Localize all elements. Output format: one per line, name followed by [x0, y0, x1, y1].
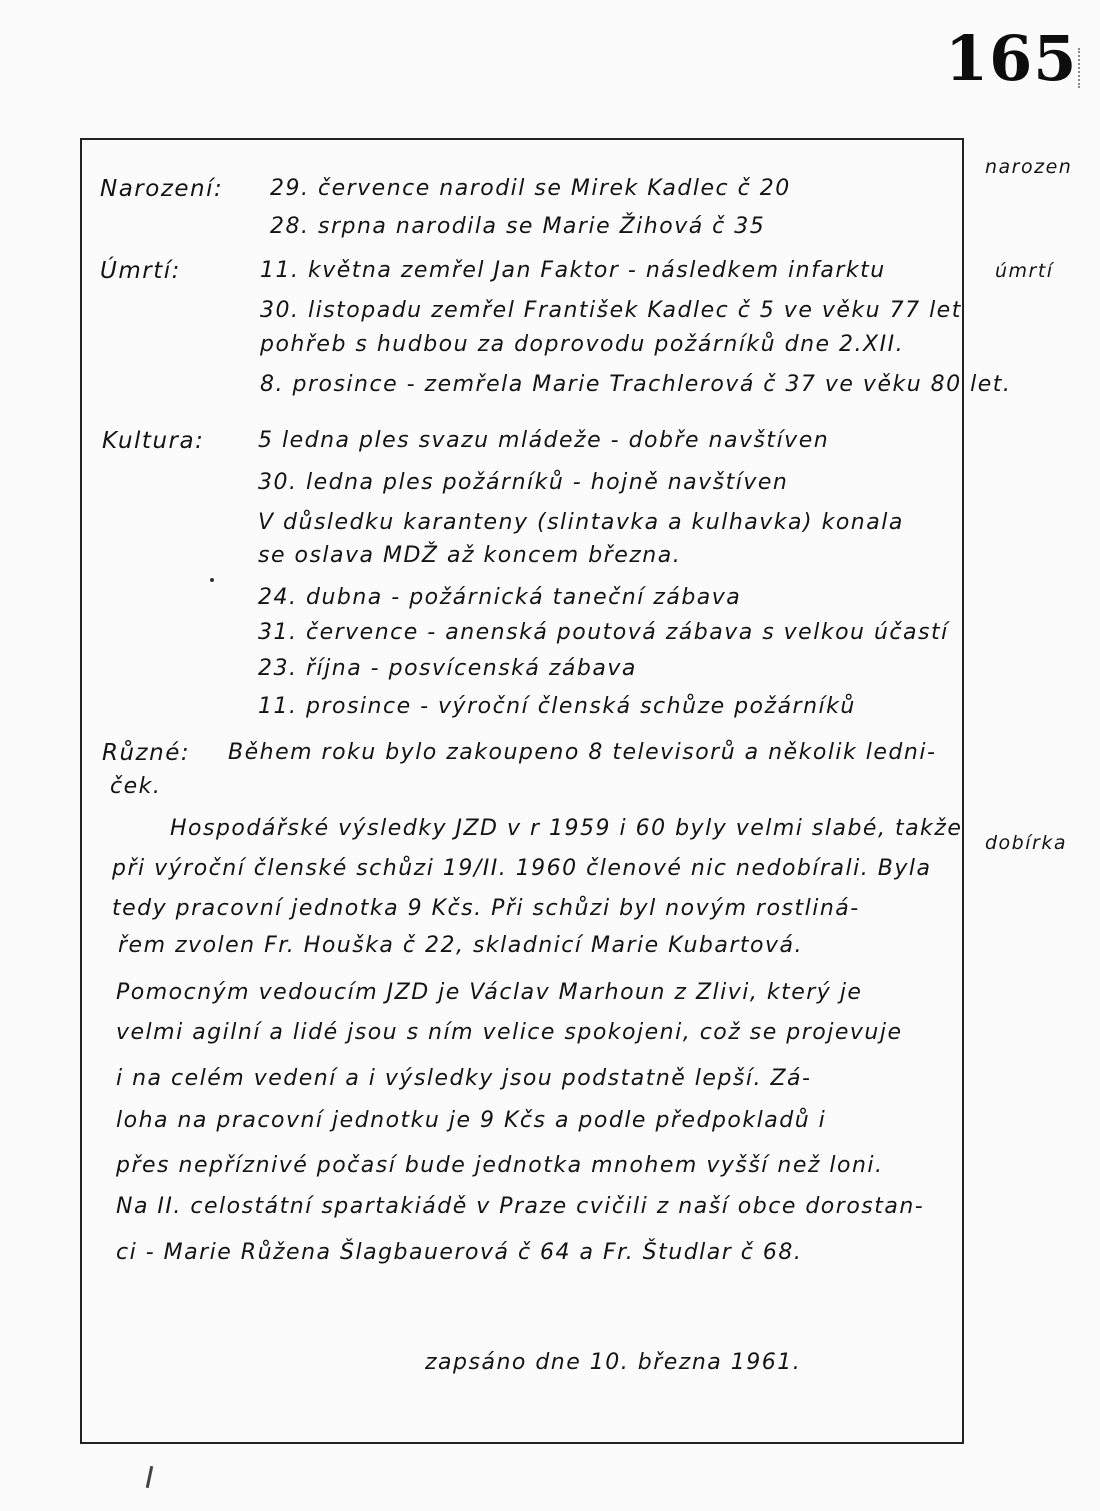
- page-number: 165: [945, 22, 1078, 95]
- ruzne-line: ci - Marie Růžena Šlagbauerová č 64 a Fr. Študlar č 68.: [116, 1240, 803, 1265]
- section-label-narozeni: Narození:: [100, 176, 224, 202]
- kultura-line: se oslava MDŽ až koncem března.: [258, 543, 682, 568]
- kultura-line: 23. října - posvícenská zábava: [258, 656, 637, 681]
- umrti-line: 11. května zemřel Jan Faktor - následkem infarktu: [260, 258, 886, 283]
- ruzne-line: loha na pracovní jednotku je 9 Kčs a podle předpokladů i: [116, 1108, 827, 1133]
- ruzne-line: při výroční členské schůzi 19/II. 1960 členové nic nedobírali. Byla: [112, 856, 932, 881]
- ruzne-line: přes nepříznivé počasí bude jednotka mnohem vyšší než loni.: [116, 1153, 884, 1178]
- narozeni-line: 28. srpna narodila se Marie Žihová č 35: [270, 214, 766, 239]
- ruzne-line: ček.: [110, 774, 162, 799]
- section-label-umrti: Úmrtí:: [100, 258, 181, 284]
- umrti-line: pohřeb s hudbou za doprovodu požárníků dne 2.XII.: [260, 332, 905, 357]
- ruzne-line: Na II. celostátní spartakiádě v Praze cvičili z naší obce dorostan-: [116, 1194, 925, 1219]
- section-label-kultura: Kultura:: [102, 428, 205, 454]
- kultura-line: 11. prosince - výroční členská schůze požárníků: [258, 694, 856, 719]
- edge-mark: [1078, 48, 1086, 88]
- recorded-date: zapsáno dne 10. března 1961.: [425, 1350, 802, 1375]
- bottom-mark: [146, 1466, 154, 1488]
- kultura-line: 5 ledna ples svazu mládeže - dobře navštíven: [258, 428, 830, 453]
- narozeni-line: 29. července narodil se Mirek Kadlec č 20: [270, 176, 791, 201]
- stray-dot: [210, 578, 214, 582]
- umrti-line: 8. prosince - zemřela Marie Trachlerová č 37 ve věku 80 let.: [260, 372, 1012, 397]
- ruzne-line: Pomocným vedoucím JZD je Václav Marhoun z Zlivi, který je: [116, 980, 863, 1005]
- margin-note-dobirka: dobírka: [985, 832, 1067, 854]
- ruzne-line: tedy pracovní jednotka 9 Kčs. Při schůzi byl novým rostliná-: [112, 896, 860, 921]
- umrti-line: 30. listopadu zemřel František Kadlec č 5 ve věku 77 let: [260, 298, 962, 323]
- section-label-ruzne: Různé:: [102, 740, 191, 766]
- ruzne-line: řem zvolen Fr. Houška č 22, skladnicí Marie Kubartová.: [118, 933, 803, 958]
- kultura-line: 30. ledna ples požárníků - hojně navštíven: [258, 470, 789, 495]
- ruzne-line: Hospodářské výsledky JZD v r 1959 i 60 byly velmi slabé, takže: [170, 816, 963, 841]
- ruzne-line: velmi agilní a lidé jsou s ním velice spokojeni, což se projevuje: [116, 1020, 903, 1045]
- kultura-line: 24. dubna - požárnická taneční zábava: [258, 585, 742, 610]
- margin-note-narozeni: narozen: [985, 156, 1073, 178]
- ruzne-line: Během roku bylo zakoupeno 8 televisorů a několik ledni-: [228, 740, 937, 765]
- kultura-line: 31. července - anenská poutová zábava s velkou účastí: [258, 620, 949, 645]
- kultura-line: V důsledku karanteny (slintavka a kulhavka) konala: [258, 510, 904, 535]
- margin-note-umrti: úmrtí: [995, 260, 1054, 282]
- ruzne-line: i na celém vedení a i výsledky jsou podstatně lepší. Zá-: [116, 1066, 812, 1091]
